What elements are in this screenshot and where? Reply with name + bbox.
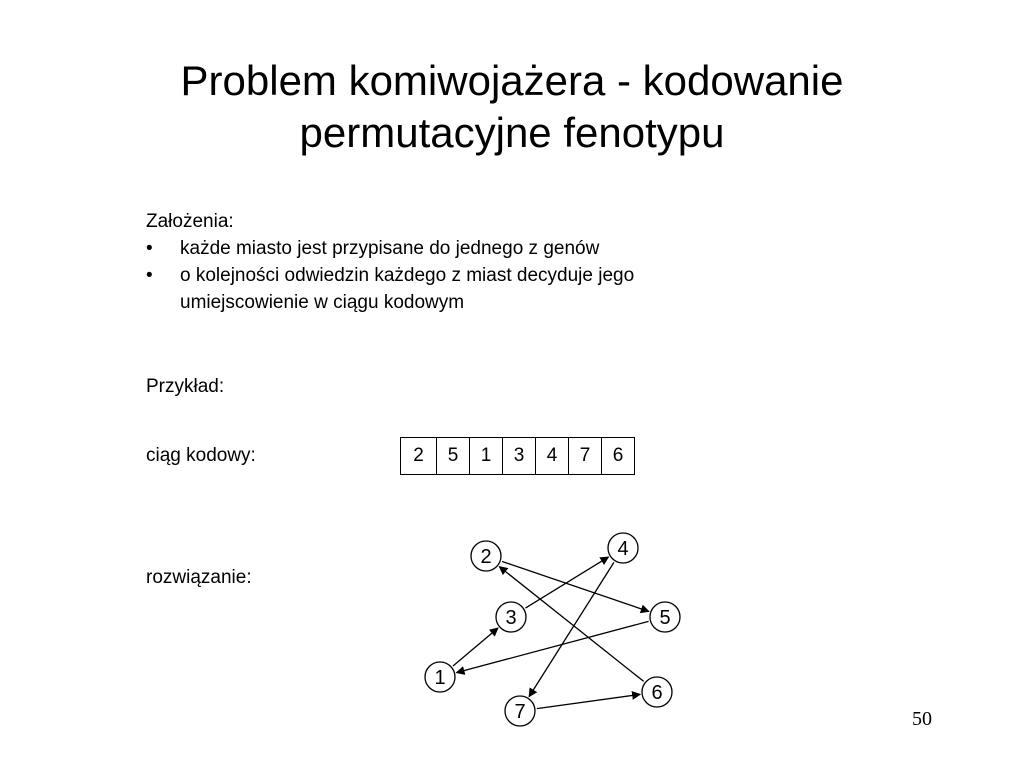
bullet-text: o kolejności odwiedzin każdego z miast decyduje jego umiejscowienie w ciągu kodowym bbox=[180, 265, 635, 313]
graph-node bbox=[505, 696, 535, 726]
graph-edge-4-to-7 bbox=[529, 562, 614, 696]
node-label: 7 bbox=[514, 701, 526, 723]
sequence-cell: 6 bbox=[601, 438, 634, 474]
graph-node bbox=[642, 677, 672, 707]
sequence-label: ciąg kodowy: bbox=[146, 445, 256, 466]
graph-edge-1-to-3 bbox=[453, 628, 498, 666]
graph-node bbox=[496, 602, 526, 632]
bullet-dot: • bbox=[146, 238, 153, 259]
graph-node bbox=[425, 662, 455, 692]
graph-node bbox=[608, 533, 638, 563]
title-line-2: permutacyjne fenotypu bbox=[299, 109, 725, 156]
graph-nodes bbox=[425, 533, 680, 726]
sequence-cell: 4 bbox=[535, 438, 568, 474]
graph-edge-7-to-6 bbox=[537, 694, 640, 708]
node-label: 6 bbox=[651, 682, 663, 704]
sequence-cell: 7 bbox=[568, 438, 601, 474]
node-label: 3 bbox=[505, 607, 517, 629]
bullet-text: każde miasto jest przypisane do jednego z genów bbox=[180, 238, 600, 259]
title-line-1: Problem komiwojażera - kodowanie bbox=[180, 57, 844, 104]
sequence-cell: 3 bbox=[502, 438, 535, 474]
sequence-cell: 2 bbox=[413, 445, 424, 466]
node-label: 4 bbox=[617, 538, 629, 560]
sequence-cell: 5 bbox=[436, 438, 469, 474]
graph-edges bbox=[453, 557, 649, 709]
node-label: 2 bbox=[480, 546, 492, 568]
solution-label: rozwiązanie: bbox=[146, 567, 252, 588]
bullet-dot: • bbox=[146, 265, 153, 286]
example-label: Przykład: bbox=[146, 376, 225, 397]
node-label: 5 bbox=[659, 607, 671, 629]
graph-node bbox=[650, 602, 680, 632]
graph-node bbox=[471, 541, 501, 571]
graph-edge-3-to-4 bbox=[525, 557, 608, 608]
sequence-cell: 1 bbox=[469, 438, 502, 474]
assumptions-heading: Założenia: bbox=[146, 211, 234, 232]
page-number: 50 bbox=[912, 708, 932, 730]
node-label: 1 bbox=[434, 667, 446, 689]
graph-edge-5-to-1 bbox=[456, 621, 648, 672]
